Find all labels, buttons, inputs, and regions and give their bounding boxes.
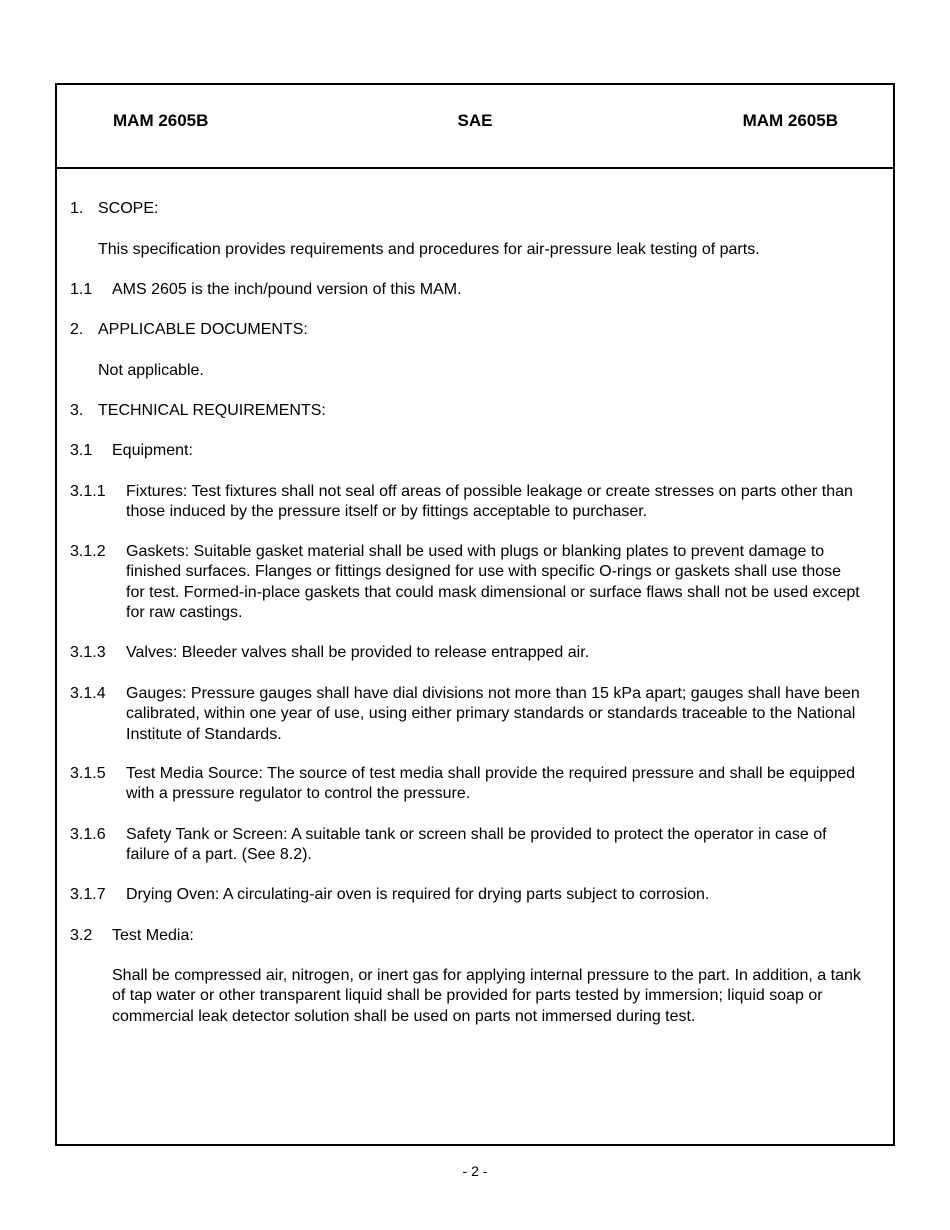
section-number: 3.2 [70,927,93,944]
section-number: 3.1.7 [70,886,106,903]
section-number: 3.1.3 [70,644,106,661]
section-text: Gaskets: Suitable gasket material shall be used with plugs or blanking plates to prevent damage to finished surfaces. Flanges or fittings designed for use with specific O-rings or gaskets shall use those for test. Formed-in-place gaskets that could mask dimensional or surface flaws shall not be used except for raw castings. [126,543,860,621]
section-number: 3.1.5 [70,765,106,782]
section-text: Safety Tank or Screen: A suitable tank or screen shall be provided to protect the operator in case of failure of a part. (See 8.2). [126,826,827,864]
header-publisher: SAE [457,111,493,130]
section-heading: Test Media: [112,927,194,944]
section-text: Fixtures: Test fixtures shall not seal off areas of possible leakage or create stresses on parts other than those induced by the pressure itself or by fittings acceptable to purchaser. [126,483,853,521]
header-doc-id-right: MAM 2605B [742,111,838,130]
section-heading: APPLICABLE DOCUMENTS: [98,321,308,338]
paragraph-text: This specification provides requirements and procedures for air-pressure leak testing of parts. [98,241,760,258]
section-heading: SCOPE: [98,200,159,217]
section-heading: TECHNICAL REQUIREMENTS: [98,402,326,419]
header-doc-id-left: MAM 2605B [113,111,209,130]
section-text: AMS 2605 is the inch/pound version of this MAM. [112,281,462,298]
section-number: 3.1.6 [70,826,106,843]
paragraph-text: Shall be compressed air, nitrogen, or inert gas for applying internal pressure to the part. In addition, a tank of tap water or other transparent liquid shall be provided for parts tested by immersion; liquid soap or commercial leak detector solution shall be used on parts not immersed during test. [112,967,861,1025]
section-text: Drying Oven: A circulating-air oven is required for drying parts subject to corrosion. [126,886,710,903]
document-header [57,85,893,169]
section-number: 2. [70,321,84,338]
section-heading: Equipment: [112,442,193,459]
section-text: Valves: Bleeder valves shall be provided to release entrapped air. [126,644,590,661]
section-text: Gauges: Pressure gauges shall have dial divisions not more than 15 kPa apart; gauges shall have been calibrated, within one year of use, using either primary standards or standards traceable to the National Institute of Standards. [126,685,860,743]
section-number: 3.1.2 [70,543,106,560]
section-number: 3.1 [70,442,93,459]
section-number: 3.1.1 [70,483,106,500]
section-number: 3.1.4 [70,685,106,702]
section-text: Test Media Source: The source of test media shall provide the required pressure and shall be equipped with a pressure regulator to control the pressure. [126,765,856,803]
section-number: 1. [70,200,84,217]
section-number: 3. [70,402,84,419]
page-number: - 2 - [462,1163,488,1179]
section-number: 1.1 [70,281,93,298]
paragraph-text: Not applicable. [98,362,204,379]
